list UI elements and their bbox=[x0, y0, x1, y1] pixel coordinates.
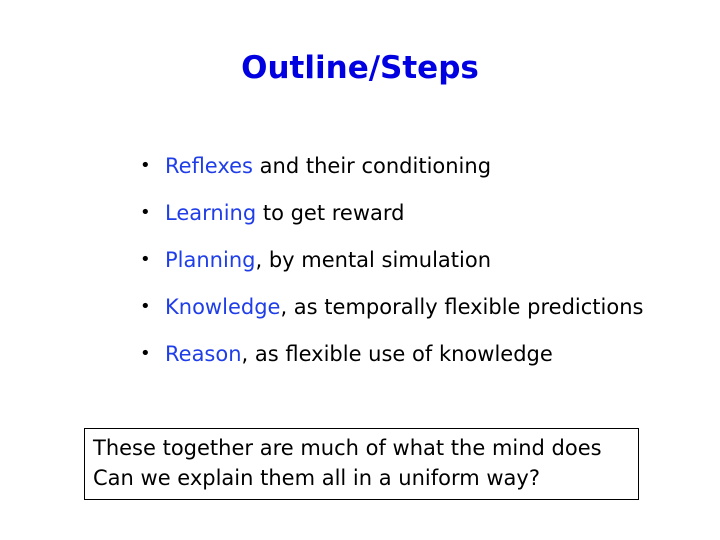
bullet-text: , by mental simulation bbox=[255, 248, 492, 272]
bullet-keyword: Planning bbox=[165, 248, 256, 272]
slide-title: Outline/Steps bbox=[241, 50, 479, 86]
bullet-dot: • bbox=[140, 249, 151, 270]
bullet-keyword: Knowledge bbox=[165, 295, 281, 319]
bullet-dot: • bbox=[140, 296, 151, 317]
bullet-text: , as flexible use of knowledge bbox=[241, 342, 553, 366]
bullet-dot: • bbox=[140, 202, 151, 223]
bullet-keyword: Learning bbox=[165, 201, 257, 225]
bullet-text: , as temporally flexible predictions bbox=[280, 295, 644, 319]
bullet-keyword: Reason bbox=[165, 342, 242, 366]
bullet-dot: • bbox=[140, 343, 151, 364]
summary-line: These together are much of what the mind does bbox=[93, 436, 602, 460]
bullet-text: and their conditioning bbox=[253, 154, 492, 178]
bullet-keyword: Reflexes bbox=[165, 154, 253, 178]
summary-box bbox=[84, 428, 639, 500]
summary-line: Can we explain them all in a uniform way? bbox=[93, 466, 540, 490]
bullet-dot: • bbox=[140, 155, 151, 176]
bullet-text: to get reward bbox=[256, 201, 405, 225]
